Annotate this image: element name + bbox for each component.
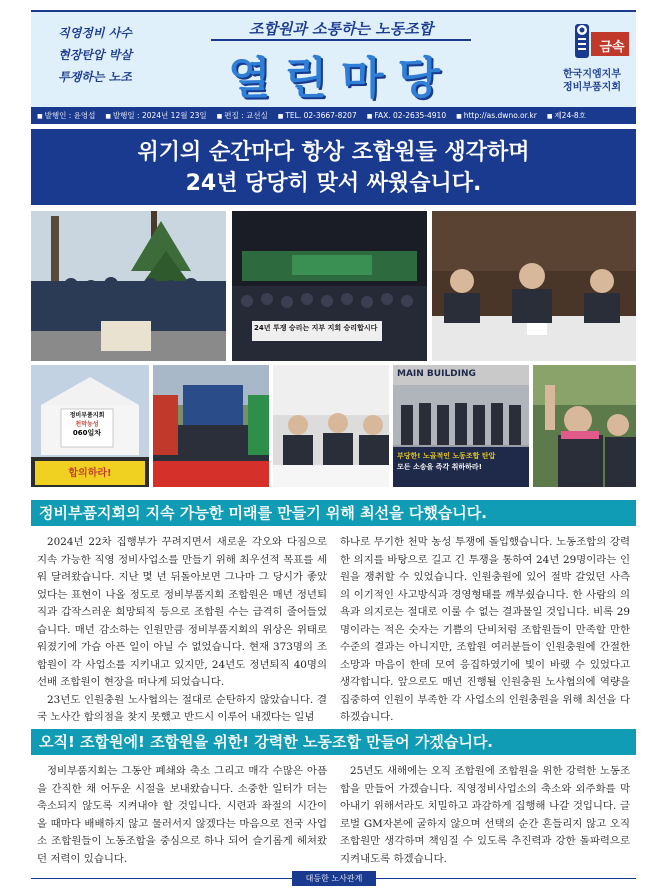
union-name-line2: 정비부품지회	[563, 82, 621, 93]
photo-street-rally	[153, 365, 269, 487]
section1-left-paragraph2: 23년도 인원충원 노사협의는 절대로 순탄하지 않았습니다. 결국 노사간 합의점을 찾지 못했고 반드시 이루어 내겠다는 일념	[37, 693, 327, 723]
union-mark: 금속	[599, 40, 625, 55]
website: ■ http://as.dwno.or.kr	[456, 111, 537, 120]
section2-left-column	[37, 763, 327, 868]
section2-left-paragraph1: 정비부품지회는 그동안 폐쇄와 축소 그리고 매각 수많은 아픔을 간직한 채 어두운 시절을 보내왔습니다. 소중한 일터가 더는 축소되지 않도록 지켜내야 할 것입니다. 시련과 좌절의 시간이 올 때마다 배배하지 않고 물러서지 않겠다는 마음으로 전국 사업소 조합원들이 노동조합을 중심으로 하나 되어 슬기롭게 헤쳐왔던 저력이 있습니다.	[37, 765, 327, 865]
phone: ■ TEL. 02-3667-8207	[278, 111, 357, 120]
publisher: ■ 발행인 : 윤영섭	[37, 110, 95, 121]
publication-info-bar	[31, 107, 636, 124]
section1-right-paragraph1: 하나로 무기한 천막 농성 투쟁에 돌입했습니다. 노동조합의 강력한 의지를 바탕으로 길고 긴 투쟁을 통하여 24년 29명이라는 인원을 쟁취할 수 있었습니다. 인원충원에 있어 절박 갈었던 사측의 이기적인 사고방식과 경영형태를 깨부쉈습니다. 한 사람의 의욕과 의지로는 절대로 이룰 수 없는 결과물일 것입니다. 비록 29명이라는 적은 숫자는 기쁨의 단비처럼 조합원들이 만족할 만한 수준의 결과는 아니지만, 조합원 여러분들이 인원충원에 간절한 소망과 마음이 한데 모여 응집하였기에 빛이 바랬 수 있었다고 생각합니다. 앞으로도 매년 진행될 인원충원 노사협의에 역량을 집중하여 인원이 부족한 각 사업소의 인원충원을 위해 최선을 다하겠습니다.	[340, 536, 630, 723]
headline-line2: 24년 당당히 맞서 싸웠습니다.	[185, 171, 482, 196]
photo-meeting	[273, 365, 389, 487]
photo-negotiation	[432, 211, 636, 361]
tent-sign	[62, 411, 112, 438]
tent-banner-text: 합의하라!	[68, 468, 112, 479]
slogan-1: 직영정비 사수	[58, 26, 132, 40]
headline	[31, 129, 636, 205]
editor: ■ 편집 : 교선실	[217, 110, 268, 121]
footer-label: 대등한 노사관계	[292, 871, 376, 886]
union-name	[549, 68, 635, 94]
masthead	[31, 10, 636, 107]
slogans	[45, 22, 145, 88]
section2-right-column	[340, 763, 630, 868]
tent-sign-line3: 060일차	[72, 429, 102, 437]
building-sign: MAIN BUILDING	[397, 369, 476, 379]
photo-indoor-rally	[232, 211, 427, 361]
union-logo-icon	[571, 20, 631, 64]
photo-tent-protest	[31, 365, 149, 487]
slogan-3: 투쟁하는 노조	[58, 70, 132, 84]
building-banner	[397, 451, 525, 473]
photo-fist-raised	[533, 365, 636, 487]
masthead-title: 열린마당	[227, 53, 454, 104]
rally-banner-text: 24년 투쟁 승리는 지부 지회 승리합시다	[254, 324, 378, 332]
building-banner-line1: 부당한! 노골적인 노동조합 탄압	[397, 452, 496, 460]
masthead-subtitle: 조합원과 소통하는 노동조합	[248, 20, 434, 38]
issue-number: ■ 제24-8호	[547, 110, 586, 121]
section1-banner: 정비부품지회의 지속 가능한 미래를 만들기 위해 최선을 다했습니다.	[31, 500, 636, 526]
building-banner-line2: 모든 소송을 즉각 취하하라!	[397, 463, 482, 471]
section1-left-column	[37, 534, 327, 727]
subtitle-rule	[211, 39, 471, 41]
tent-sign-line2: 천막농성	[75, 421, 99, 428]
section1-right-column	[340, 534, 630, 727]
section1-left-paragraph1: 2024년 22차 집행부가 꾸려지면서 새로운 각오와 다짐으로 지속 가능한 직영 정비사업소를 만들기 위해 최우선적 목표를 세워 달려왔습니다. 지난 몇 년 뒤돌아보면 그나마 그 당시가 좋았었다는 표현이 나올 정도로 정비부품지회 조합원은 매년 정년퇴직과 갑작스러운 희망퇴직 등으로 조합원 수는 급격히 줄어들었습니다. 매년 감소하는 인원만큼 정비부품지회의 위상은 위태로워졌기에 가슴 아픈 일이 아닐 수 없었습니다. 현재 373명의 조합원이 각 사업소를 지키내고 있지만, 24년도 정년퇴직 40명의 선배 조합원이 현장을 떠나게 되었습니다.	[37, 536, 327, 688]
headline-line1: 위기의 순간마다 항상 조합원들 생각하며	[137, 140, 530, 165]
tent-sign-line1: 정비부품지회	[69, 412, 105, 419]
section2-right-paragraph1: 25년도 새해에는 오직 조합원에 조합원을 위한 강력한 노동조합을 만들어 가겠습니다. 직영정비사업소의 축소와 외주화를 막아내기 위해서라도 치밀하고 과감하게 집행해 나갈 것입니다. 글로벌 GM자본에 굴하지 않으며 선택의 순간 흔들리지 않고 오직 조합원만 생각하며 책임질 수 있도록 추진력과 강한 돌파력으로 지켜내도록 하겠습니다.	[340, 765, 630, 865]
union-name-line1: 한국지엠지부	[563, 69, 621, 80]
photo-rally-outdoor	[31, 211, 226, 361]
slogan-2: 현장탄압 박살	[58, 48, 132, 62]
fax: ■ FAX. 02-2635-4910	[367, 111, 446, 120]
photo-main-building-rally	[393, 365, 529, 487]
publish-date: ■ 발행일 : 2024년 12월 23일	[105, 110, 206, 121]
section2-banner: 오직! 조합원에! 조합원을 위한! 강력한 노동조합 만들어 가겠습니다.	[31, 729, 636, 755]
